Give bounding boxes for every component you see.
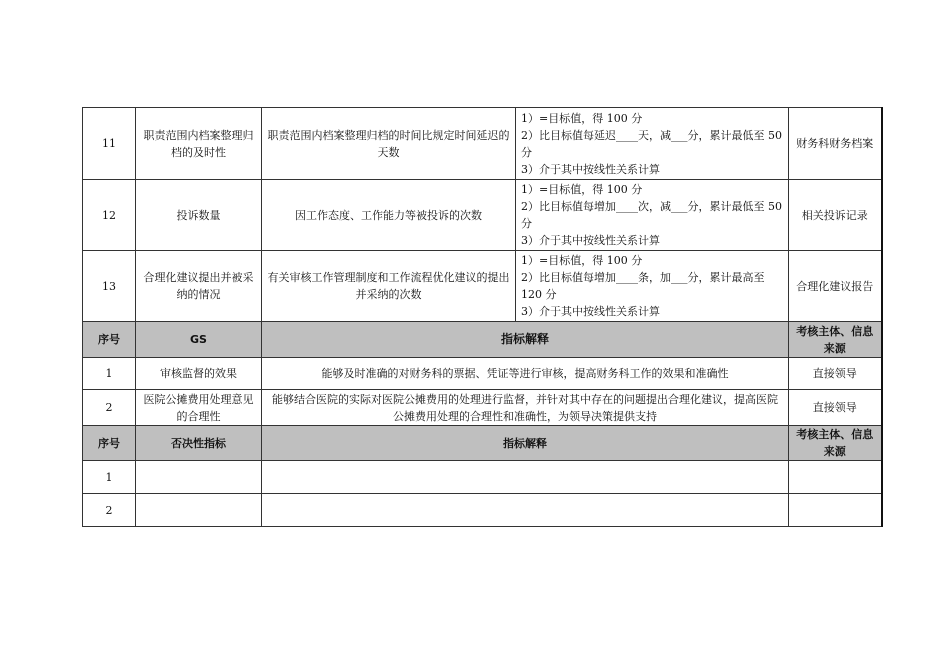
- header-explanation: 指标解释: [262, 426, 789, 461]
- criteria-line: 1）=目标值，得 100 分: [521, 254, 643, 267]
- veto-explanation: [262, 494, 789, 527]
- header-source: 考核主体、信息来源: [789, 322, 882, 358]
- veto-name: [136, 461, 262, 494]
- scoring-criteria: [516, 180, 789, 251]
- header-veto: 否决性指标: [136, 426, 262, 461]
- gs-explanation: 能够结合医院的实际对医院公摊费用的处理进行监督，并针对其中存在的问题提出合理化建议，提高医院公摊费用处理的合理性和准确性，为领导决策提供支持: [262, 390, 789, 426]
- header-explanation: 指标解释: [262, 322, 789, 358]
- gs-name: 医院公摊费用处理意见的合理性: [136, 390, 262, 426]
- table-row: [83, 180, 882, 251]
- row-number: 1: [83, 358, 136, 390]
- criteria-line: 3）介于其中按线性关系计算: [521, 234, 660, 247]
- info-source: 合理化建议报告: [789, 251, 882, 322]
- row-number: 2: [83, 390, 136, 426]
- criteria-line: 2）比目标值每增加____条，加___分，累计最高至 120 分: [521, 271, 765, 301]
- indicator-description: 有关审核工作管理制度和工作流程优化建议的提出并采纳的次数: [262, 251, 516, 322]
- indicator-name: 职责范围内档案整理归档的及时性: [136, 108, 262, 180]
- info-source: 直接领导: [789, 390, 882, 426]
- header-source: 考核主体、信息来源: [789, 426, 882, 461]
- veto-header-row: [83, 426, 882, 461]
- info-source: 直接领导: [789, 358, 882, 390]
- header-no: 序号: [83, 426, 136, 461]
- indicator-name: 投诉数量: [136, 180, 262, 251]
- criteria-line: 1）=目标值，得 100 分: [521, 183, 643, 196]
- criteria-line: 2）比目标值每增加____次，减___分，累计最低至 50 分: [521, 200, 782, 230]
- indicator-description: 因工作态度、工作能力等被投诉的次数: [262, 180, 516, 251]
- table-row: [83, 461, 882, 494]
- header-gs: GS: [136, 322, 262, 358]
- table-row: [83, 494, 882, 527]
- criteria-line: 1）=目标值，得 100 分: [521, 111, 643, 125]
- table-row: [83, 390, 882, 426]
- info-source: [789, 461, 882, 494]
- row-number: 13: [83, 251, 136, 322]
- row-number: 11: [83, 108, 136, 180]
- indicator-description: 职责范围内档案整理归档的时间比规定时间延迟的天数: [262, 108, 516, 180]
- header-no: 序号: [83, 322, 136, 358]
- veto-name: [136, 494, 262, 527]
- table-row: [83, 251, 882, 322]
- scoring-criteria: [516, 251, 789, 322]
- info-source: [789, 494, 882, 527]
- gs-header-row: [83, 322, 882, 358]
- scoring-criteria: [516, 108, 789, 180]
- row-number: 12: [83, 180, 136, 251]
- table-row: [83, 358, 882, 390]
- row-number: 1: [83, 461, 136, 494]
- info-source: 相关投诉记录: [789, 180, 882, 251]
- info-source: 财务科财务档案: [789, 108, 882, 180]
- criteria-line: 3）介于其中按线性关系计算: [521, 162, 660, 176]
- table-row: [83, 108, 882, 180]
- veto-explanation: [262, 461, 789, 494]
- indicator-name: 合理化建议提出并被采纳的情况: [136, 251, 262, 322]
- criteria-line: 3）介于其中按线性关系计算: [521, 305, 660, 318]
- criteria-line: 2）比目标值每延迟____天，减___分，累计最低至 50 分: [521, 128, 782, 159]
- kpi-table: [82, 107, 883, 527]
- row-number: 2: [83, 494, 136, 527]
- gs-explanation: 能够及时准确的对财务科的票据、凭证等进行审核，提高财务科工作的效果和准确性: [262, 358, 789, 390]
- gs-name: 审核监督的效果: [136, 358, 262, 390]
